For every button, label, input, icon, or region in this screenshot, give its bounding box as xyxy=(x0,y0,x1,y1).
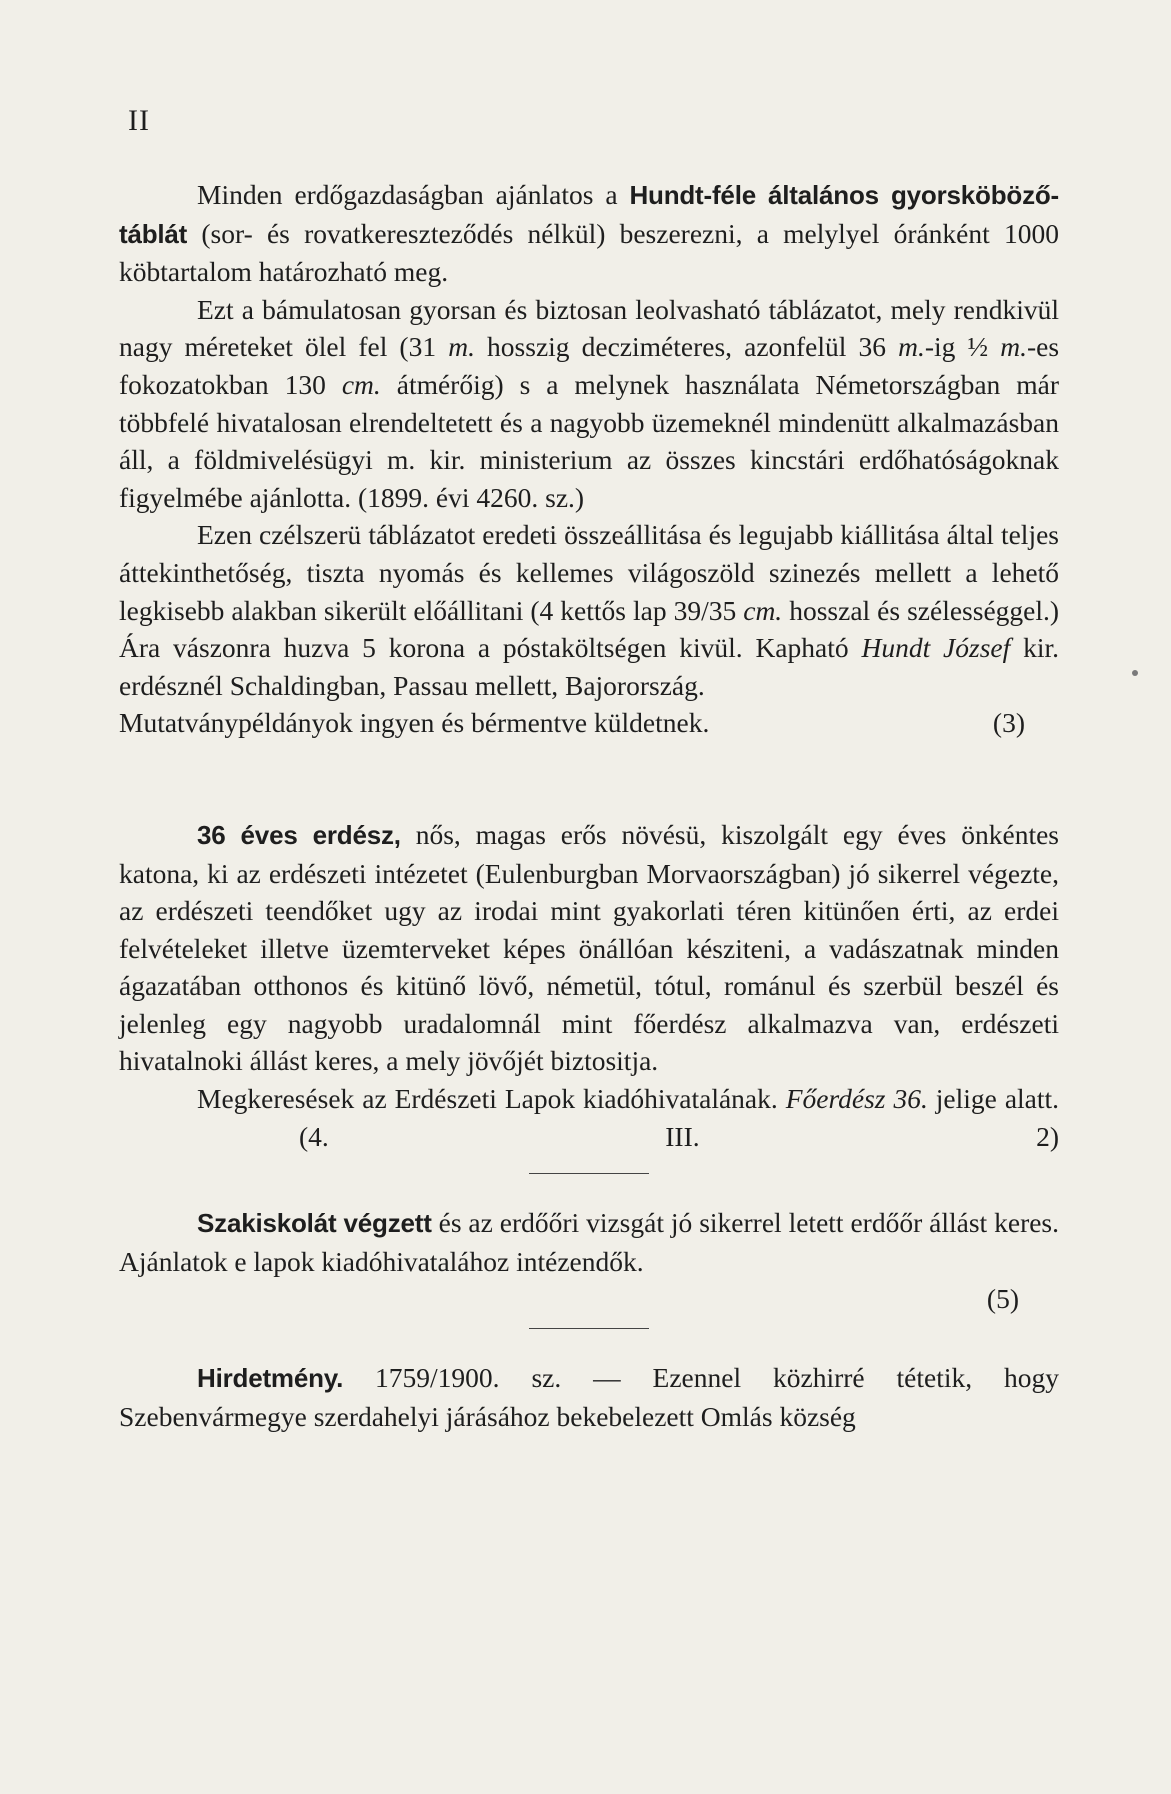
ad-hundt-text-3c: kir. erdésznél Schaldingban, Passau mellett, Bajorország. xyxy=(119,632,1060,701)
ad-hundt-heading: Hundt-féle általános gyorsköböző-táblát xyxy=(119,180,1060,249)
ad-hundt-paragraph-3 xyxy=(119,516,1059,704)
ad-hundt-text-2b: hosszig decziméteres, azonfelül 36 xyxy=(487,331,886,363)
ad-forester-ref: (4. III. 2) xyxy=(299,1120,1059,1152)
ad-hundt-text-2a: Ezt a bámulatosan gyorsan és biztosan leolvasható táblázatot, mely rendkivül nagy méreteket ölel fel (31 xyxy=(119,293,1059,363)
ad-school-heading: Szakiskolát végzett xyxy=(197,1208,432,1239)
spacer xyxy=(119,742,1059,816)
ad-school-ref: (5) xyxy=(986,1283,1019,1315)
ad-forester-paragraph-2 xyxy=(119,1080,1059,1155)
ad-notice-text: 1759/1900. sz. — Ezennel közhirré tétetik, hogy Szebenvármegye szerdahelyi járásához bekebelezett Omlás község xyxy=(119,1362,1060,1432)
ad-hundt-text-3a: Ezen czélszerü táblázatot eredeti összeállitása és legujabb kiállitása által teljes áttekinthetőség, tiszta nyomás és kellemes világoszöld szinezés mellett a lehető legkisebb alakban sikerült előállitani (4 kettős lap 39/35 xyxy=(119,519,1059,626)
ad-forester-paragraph-1 xyxy=(119,816,1059,1080)
ad-hundt-last-line xyxy=(119,704,1059,742)
ad-notice-heading: Hirdetmény. xyxy=(197,1363,344,1394)
ad-notice-paragraph xyxy=(119,1359,1059,1435)
ad-hundt-lead: Minden erdőgazdaságban ajánlatos a xyxy=(197,179,618,210)
ad-school-paragraph xyxy=(119,1204,1059,1280)
page-number: II xyxy=(128,104,150,137)
ad-school-text: és az erdőőri vizsgát jó sikerrel letett erdőőr állást keres. Ajánlatok e lapok kiadóhivatalához intézendők. xyxy=(119,1207,1060,1277)
ad-hundt-text-1: (sor- és rovatkereszteződés nélkül) beszerezni, a melylyel óránként 1000 köbtartalom határozható meg. xyxy=(119,217,1059,288)
ad-hundt-text-2d: -es fokozatokban 130 xyxy=(119,331,1060,400)
unit-cm: cm. xyxy=(743,594,783,626)
divider xyxy=(529,1173,649,1174)
ad-forester-text-2b: jelige alatt. xyxy=(935,1083,1060,1115)
document-body xyxy=(119,176,1059,1435)
ad-hundt-text-2c: -ig ½ xyxy=(924,331,989,363)
unit-m: m. xyxy=(448,331,475,363)
ad-hundt-paragraph-2 xyxy=(119,291,1059,517)
unit-m: m. xyxy=(898,331,925,363)
ad-forester-text-2a: Megkeresések az Erdészeti Lapok kiadóhivatalának. xyxy=(197,1083,778,1115)
ad-forester-heading: 36 éves erdész, xyxy=(197,819,401,850)
unit-m: m. xyxy=(1000,331,1027,363)
ad-forester-code: Főerdész 36. xyxy=(785,1083,928,1115)
ad-hundt-text-2e: átmérőig) s a melynek használata Németországban már többfelé hivatalosan elrendeltetett és a nagyobb üzemeknél mindenütt alkalmazásban áll, a földmivelésügyi m. kir. ministerium az összes kincstári erdőhatóságoknak figyelmébe ajánlotta. (1899. évi 4260. sz.) xyxy=(119,368,1059,513)
ad-hundt-ref: (3) xyxy=(992,707,1025,739)
vendor-name: Hundt József xyxy=(861,632,1011,664)
unit-cm: cm. xyxy=(341,368,381,400)
divider xyxy=(529,1328,649,1329)
margin-dot xyxy=(1132,670,1138,676)
ad-school-ref-line xyxy=(119,1280,1059,1318)
ad-hundt-text-3b: hosszal és szélességgel.) Ára vászonra huzva 5 korona a póstaköltségen kivül. Kapható xyxy=(119,594,1060,664)
ad-hundt-text-last: Mutatványpéldányok ingyen és bérmentve küldetnek. xyxy=(119,707,710,739)
ad-hundt-paragraph-1 xyxy=(119,176,1059,291)
ad-forester-text-1: nős, magas erős növésü, kiszolgált egy éves önkéntes katona, ki az erdészeti intézetet (Eulenburgban Morvaországban) jó sikerrel végezte, az erdészeti teendőket ugy az irodai mint gyakorlati téren kitünően érti, az erdei felvételeket illetve üzemterveket képes önállóan késziteni, a vadászatnak minden ágazatában otthonos és kitünő lövő, németül, tótul, románul és szerbül beszél és jelenleg egy nagyobb uradalomnál mint főerdész alkalmazva van, erdészeti hivatalnoki állást keres, a mely jövőjét biztositja. xyxy=(119,818,1059,1077)
